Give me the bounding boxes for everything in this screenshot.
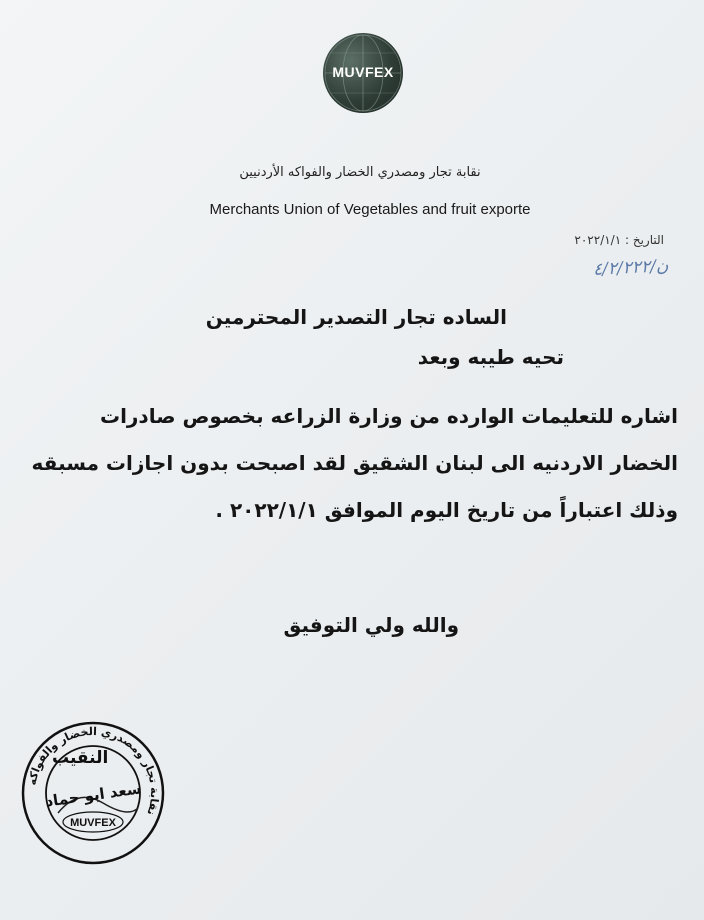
union-logo: [323, 33, 403, 113]
body-line: وذلك اعتباراً من تاريخ اليوم الموافق ٢٠٢٢/١/١ .: [215, 498, 678, 522]
letter-date: التاريخ : ٢٠٢٢/١/١: [574, 233, 664, 247]
stamp-signature: سعد ابو حماد: [44, 779, 143, 811]
body-line: اشاره للتعليمات الوارده من وزارة الزراعه بخصوص صادرات: [99, 404, 678, 428]
salutation: الساده تجار التصدير المحترمين: [205, 305, 507, 329]
org-name-arabic: نقابة تجار ومصدري الخضار والفواكه الأردنيين: [239, 165, 481, 180]
closing: والله ولي التوفيق: [283, 613, 459, 637]
greeting: تحيه طيبه وبعد: [417, 345, 564, 369]
body-line: الخضار الاردنيه الى لبنان الشقيق لقد اصبحت بدون اجازات مسبقه: [31, 451, 678, 475]
stamp-logo-text: MUVFEX: [70, 817, 116, 829]
stamp-ring-text: نقابة تجار ومصدري الخضار والفواكه: [25, 724, 162, 818]
logo-text: MUVFEX: [332, 64, 394, 80]
stamp-title: النقيب: [52, 748, 109, 768]
reference-number: ن/٤/٢/٢٢٢: [592, 256, 669, 280]
org-name-english: Merchants Union of Vegetables and fruit exporte: [209, 201, 531, 218]
